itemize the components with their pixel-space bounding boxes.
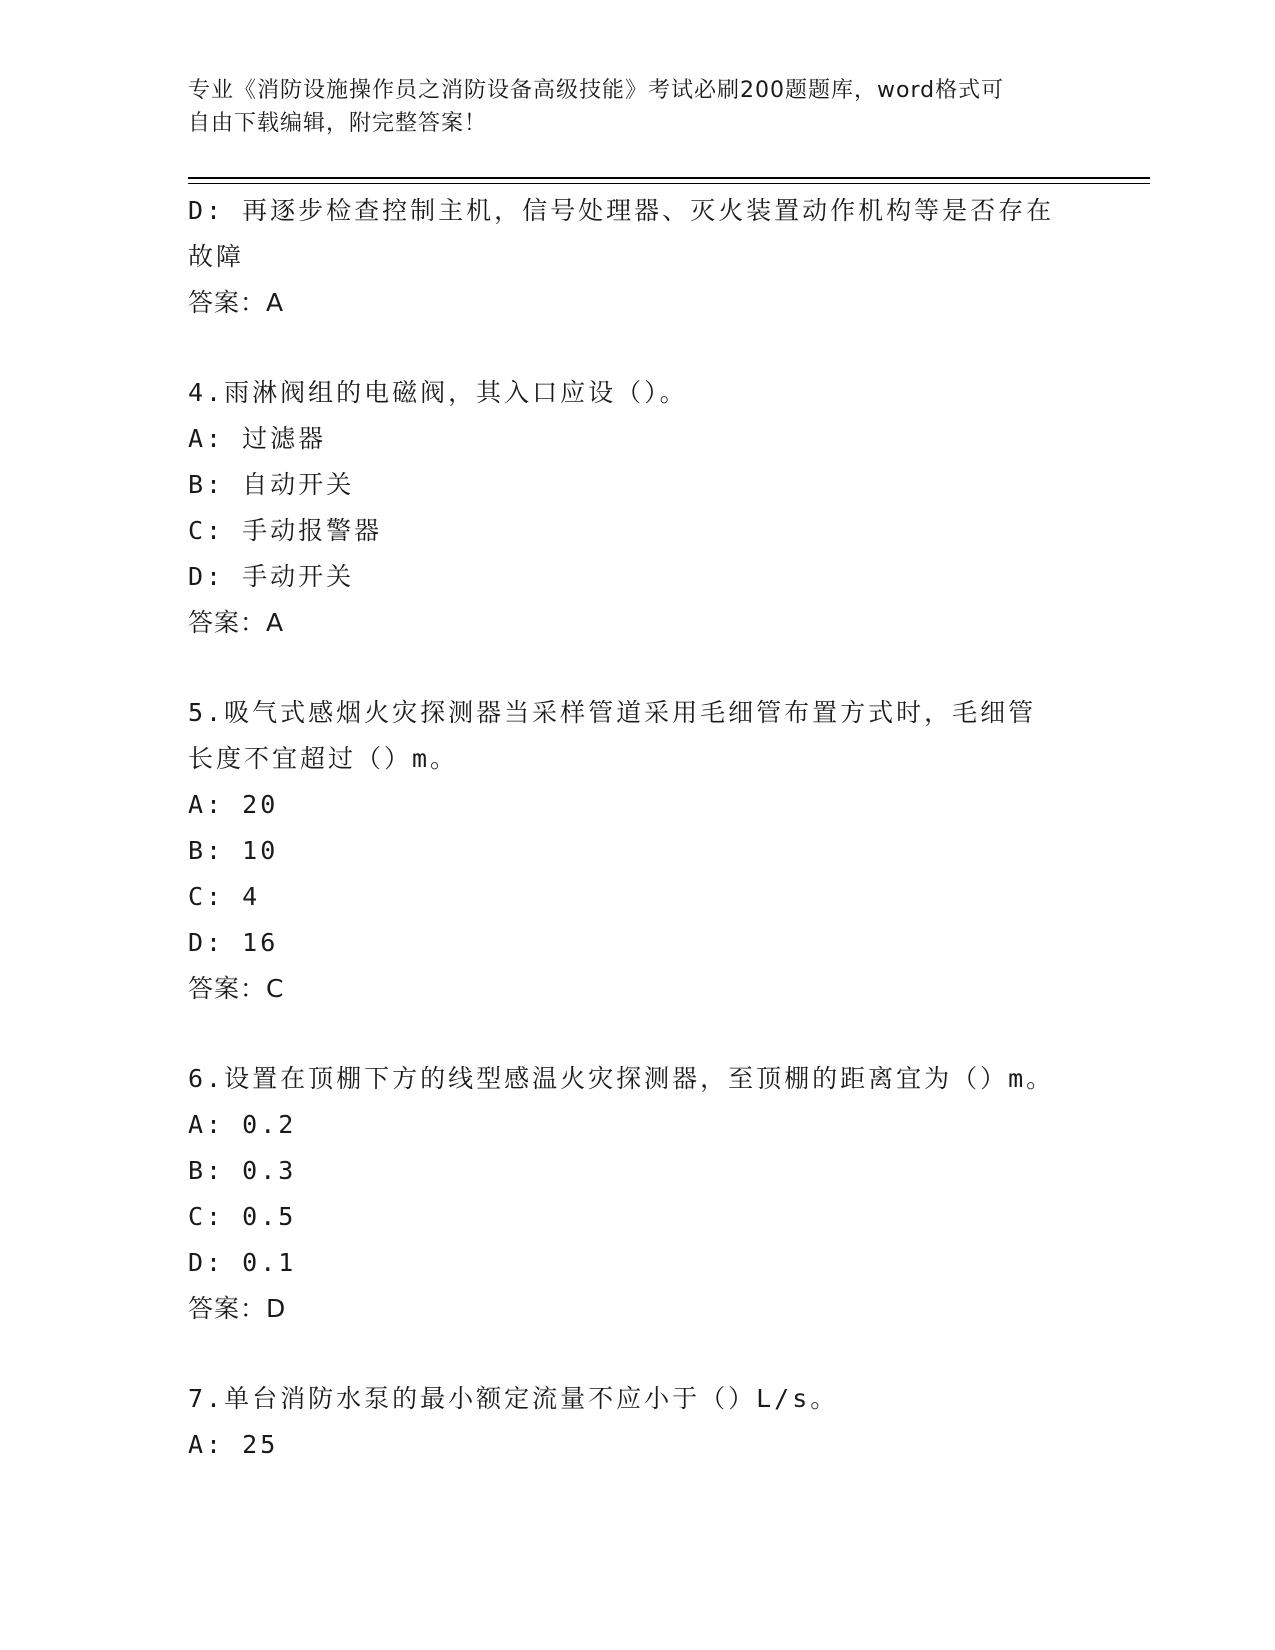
option-b: B: 10 xyxy=(188,836,279,865)
question-text: 7.单台消防水泵的最小额定流量不应小于（）L/s。 xyxy=(188,1384,839,1413)
option-d: D: 手动开关 xyxy=(188,562,355,591)
option-a: A: 0.2 xyxy=(188,1110,297,1139)
question-text: 4.雨淋阀组的电磁阀，其入口应设（）。 xyxy=(188,378,688,407)
question-text: 5.吸气式感烟火灾探测器当采样管道采用毛细管布置方式时，毛细管 xyxy=(188,698,1037,727)
option-a: A: 25 xyxy=(188,1430,279,1459)
header-divider-thick xyxy=(188,177,1150,179)
question-text-continued: 长度不宜超过（）m。 xyxy=(188,744,459,773)
answer: 答案：A xyxy=(188,288,285,317)
option-b: B: 0.3 xyxy=(188,1156,297,1185)
option-c: C: 4 xyxy=(188,882,261,911)
question-4 xyxy=(188,370,1088,646)
answer: 答案：C xyxy=(188,974,285,1003)
question-6 xyxy=(188,1056,1088,1332)
question-5 xyxy=(188,690,1088,1012)
option-b: B: 自动开关 xyxy=(188,470,355,499)
option-a: A: 20 xyxy=(188,790,279,819)
option-a: A: 过滤器 xyxy=(188,424,327,453)
option-d: D: 0.1 xyxy=(188,1248,297,1277)
option-c: C: 手动报警器 xyxy=(188,516,383,545)
answer: 答案：D xyxy=(188,1294,287,1323)
option-c: C: 0.5 xyxy=(188,1202,297,1231)
option-d: D: 再逐步检查控制主机，信号处理器、灭火装置动作机构等是否存在 xyxy=(188,196,1055,225)
option-d-continued: 故障 xyxy=(188,242,245,271)
header-line-2: 自由下载编辑，附完整答案！ xyxy=(188,111,488,136)
option-d: D: 16 xyxy=(188,928,279,957)
header-line-1: 专业《消防设施操作员之消防设备高级技能》考试必刷200题题库，word格式可 xyxy=(188,78,1005,103)
question-text: 6.设置在顶棚下方的线型感温火灾探测器，至顶棚的距离宜为（）m。 xyxy=(188,1064,1055,1093)
document-header xyxy=(188,74,1068,140)
question-3-tail xyxy=(188,188,1088,326)
header-divider-thin xyxy=(188,183,1150,184)
answer: 答案：A xyxy=(188,608,285,637)
document-body xyxy=(188,188,1088,1468)
question-7 xyxy=(188,1376,1088,1468)
